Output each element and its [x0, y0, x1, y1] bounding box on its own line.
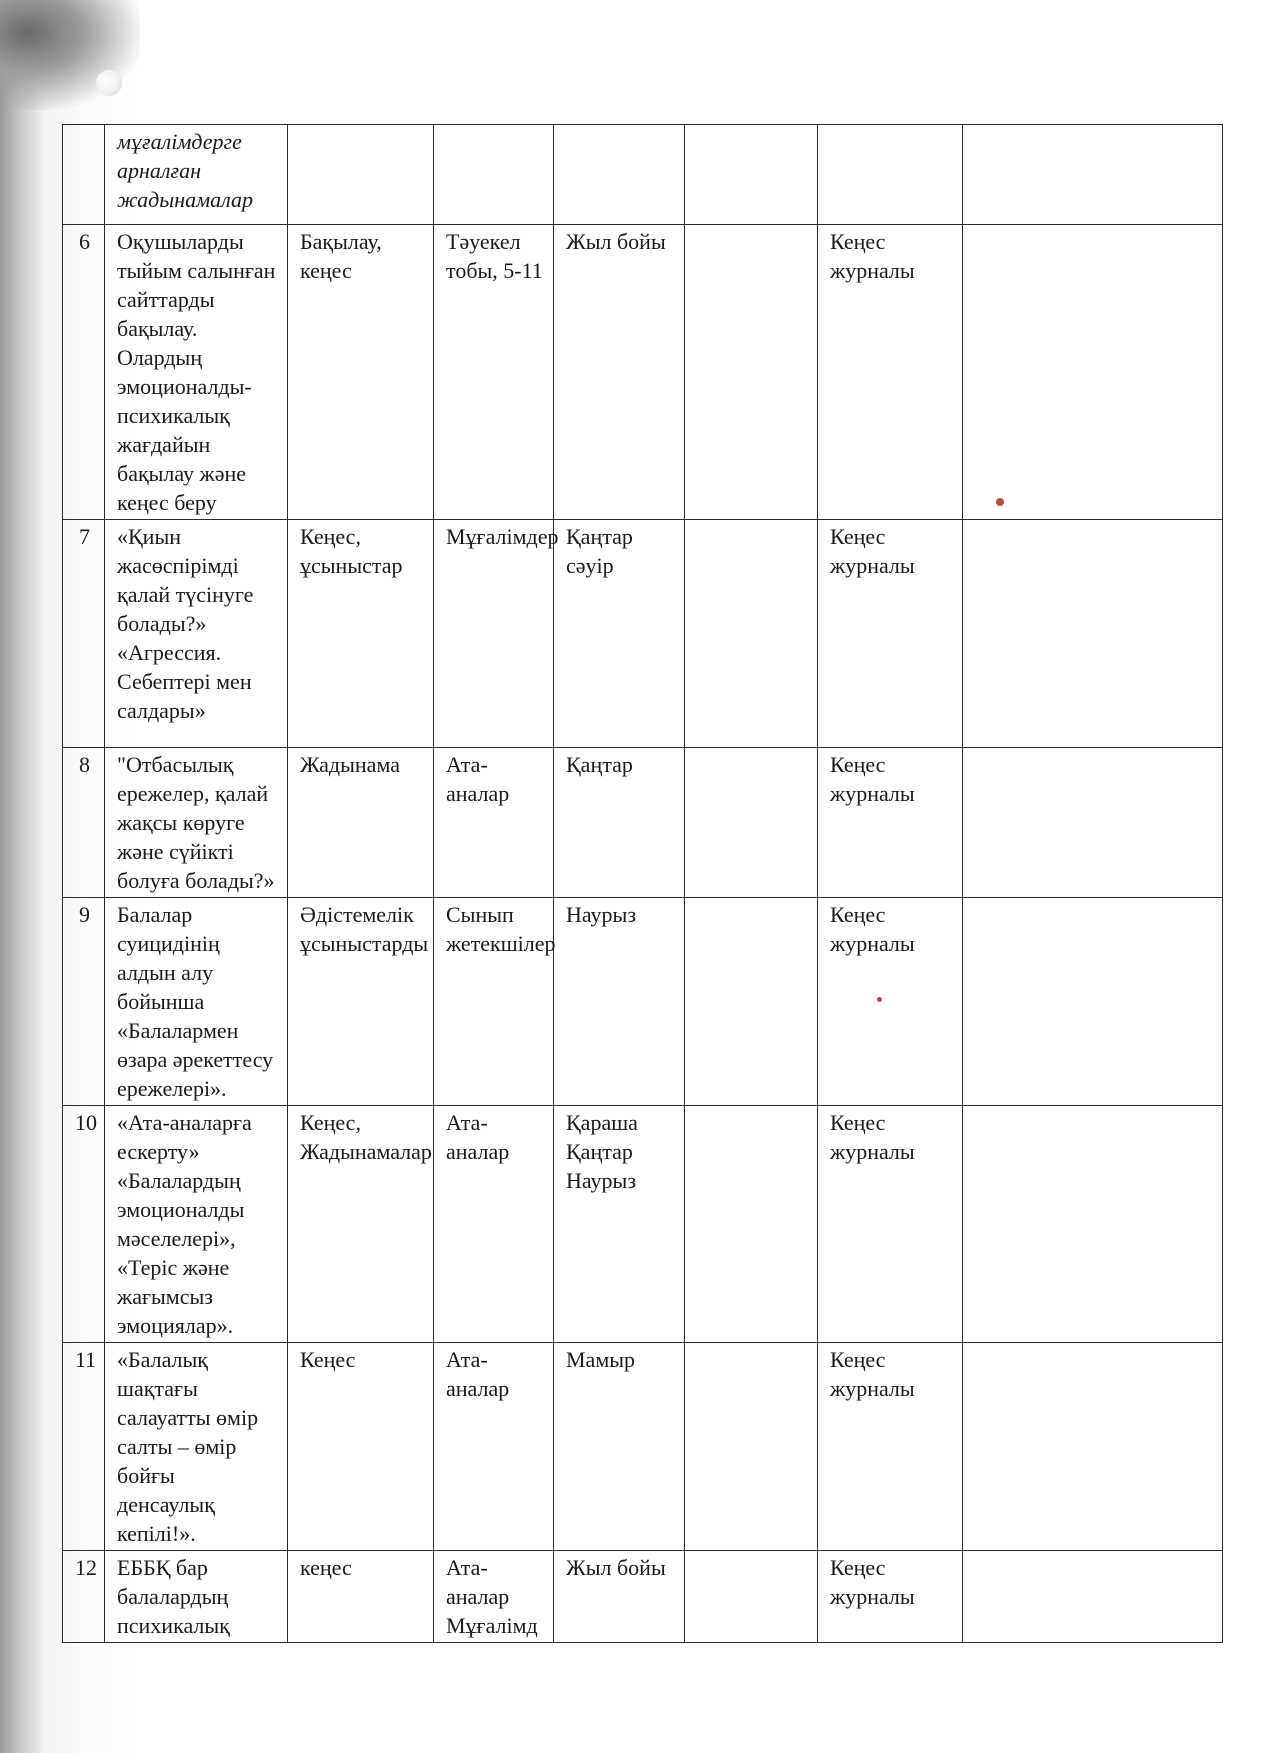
- table-row: [63, 1343, 1223, 1551]
- blank-cell: [685, 125, 818, 225]
- topic-cell: ЕББҚ бар балалардың психикалық: [105, 1551, 288, 1643]
- date-cell: Жыл бойы: [554, 225, 685, 520]
- blank-cell: [685, 1343, 818, 1551]
- note-cell: [963, 125, 1223, 225]
- ink-speck: [877, 997, 882, 1002]
- staple-hole: [96, 70, 122, 96]
- note-cell: [963, 520, 1223, 748]
- form-cell: Бақылау, кеңес: [288, 225, 434, 520]
- date-cell: Наурыз: [554, 898, 685, 1106]
- note-cell: [963, 898, 1223, 1106]
- table-row: [63, 225, 1223, 520]
- date-cell: Жыл бойы: [554, 1551, 685, 1643]
- table-row: [63, 1551, 1223, 1643]
- blank-cell: [685, 898, 818, 1106]
- date-cell: [554, 125, 685, 225]
- row-number: 10: [63, 1106, 105, 1343]
- table-row: [63, 125, 1223, 225]
- output-cell: Кеңес журналы: [818, 1343, 963, 1551]
- topic-cell: «Балалық шақтағы салауатты өмір салты – өмір бойғы денсаулық кепілі!».: [105, 1343, 288, 1551]
- topic-cell: мұғалімдерге арналған жадынамалар: [105, 125, 288, 225]
- blank-cell: [685, 1106, 818, 1343]
- note-cell: [963, 225, 1223, 520]
- blank-cell: [685, 1551, 818, 1643]
- date-cell: Қараша Қаңтар Наурыз: [554, 1106, 685, 1343]
- table-row: [63, 748, 1223, 898]
- form-cell: Кеңес: [288, 1343, 434, 1551]
- output-cell: Кеңес журналы: [818, 1551, 963, 1643]
- form-cell: Жадынама: [288, 748, 434, 898]
- topic-cell: Оқушыларды тыйым салынған сайттарды бақылау. Олардың эмоционалды-психикалық жағдайын бақылау және кеңес беру: [105, 225, 288, 520]
- date-cell: Қаңтар сәуір: [554, 520, 685, 748]
- table-row: [63, 1106, 1223, 1343]
- date-cell: Мамыр: [554, 1343, 685, 1551]
- audience-cell: Ата-аналар Мұғалімд: [434, 1551, 554, 1643]
- row-number: 7: [63, 520, 105, 748]
- audience-cell: Сынып жетекшілер: [434, 898, 554, 1106]
- output-cell: Кеңес журналы: [818, 1106, 963, 1343]
- topic-cell: Балалар суицидінің алдын алу бойынша «Балалармен өзара әрекеттесу ережелері».: [105, 898, 288, 1106]
- row-number: 9: [63, 898, 105, 1106]
- form-cell: кеңес: [288, 1551, 434, 1643]
- plan-table: [62, 124, 1223, 1643]
- blank-cell: [685, 520, 818, 748]
- row-number: 11: [63, 1343, 105, 1551]
- note-cell: [963, 1106, 1223, 1343]
- output-cell: Кеңес журналы: [818, 748, 963, 898]
- output-cell: [818, 125, 963, 225]
- note-cell: [963, 1551, 1223, 1643]
- blank-cell: [685, 225, 818, 520]
- audience-cell: Ата-аналар: [434, 1106, 554, 1343]
- form-cell: [288, 125, 434, 225]
- date-cell: Қаңтар: [554, 748, 685, 898]
- topic-cell: "Отбасылық ережелер, қалай жақсы көруге және сүйікті болуға болады?»: [105, 748, 288, 898]
- audience-cell: Ата-аналар: [434, 748, 554, 898]
- page-corner-shadow: [0, 0, 140, 110]
- output-cell: Кеңес журналы: [818, 898, 963, 1106]
- topic-cell: «Ата-аналарға ескерту» «Балалардың эмоционалды мәселелері», «Теріс және жағымсыз эмоциялар».: [105, 1106, 288, 1343]
- audience-cell: Мұғалімдер: [434, 520, 554, 748]
- table-row: [63, 898, 1223, 1106]
- audience-cell: Ата-аналар: [434, 1343, 554, 1551]
- note-cell: [963, 748, 1223, 898]
- form-cell: Әдістемелік ұсыныстарды: [288, 898, 434, 1106]
- row-number: 8: [63, 748, 105, 898]
- audience-cell: [434, 125, 554, 225]
- blank-cell: [685, 748, 818, 898]
- note-cell: [963, 1343, 1223, 1551]
- audience-cell: Тәуекел тобы, 5-11: [434, 225, 554, 520]
- output-cell: Кеңес журналы: [818, 225, 963, 520]
- row-number: 12: [63, 1551, 105, 1643]
- row-number: 6: [63, 225, 105, 520]
- ink-speck: [996, 498, 1004, 506]
- topic-cell: «Қиын жасөспірімді қалай түсінуге болады?» «Агрессия. Себептері мен салдары»: [105, 520, 288, 748]
- output-cell: Кеңес журналы: [818, 520, 963, 748]
- table-row: [63, 520, 1223, 748]
- row-number: [63, 125, 105, 225]
- form-cell: Кеңес, Жадынамалар: [288, 1106, 434, 1343]
- form-cell: Кеңес, ұсыныстар: [288, 520, 434, 748]
